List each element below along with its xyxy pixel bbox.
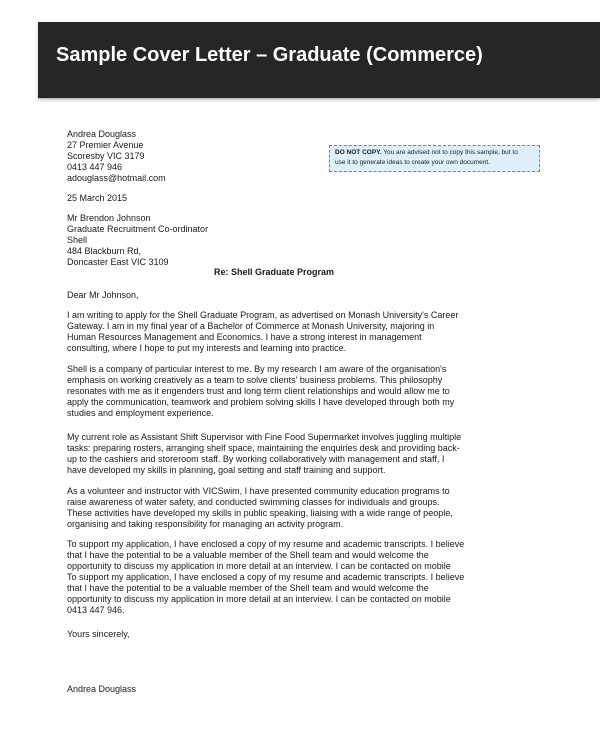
- paragraph-2: [67, 364, 454, 419]
- recipient-street: 484 Blackburn Rd,: [67, 246, 142, 256]
- paragraph-line: Human Resources Management and Economics. I have a strong interest in management: [67, 332, 422, 342]
- letter-subject: Re: Shell Graduate Program: [214, 267, 335, 277]
- paragraph-line: Shell is a company of particular interest to me. By my research I am aware of the organisation's: [67, 364, 447, 374]
- recipient-name: Mr Brendon Johnson: [67, 213, 151, 223]
- sender-email: adouglass@hotmail.com: [67, 173, 166, 183]
- recipient-title: Graduate Recruitment Co-ordinator: [67, 224, 209, 234]
- paragraph-line: These activities have developed my skills in public speaking, liaising with a wide range of people,: [67, 508, 453, 518]
- paragraph-line: have developed my skills in planning, goal setting and staff training and support.: [67, 465, 386, 475]
- paragraph-4: [67, 486, 453, 530]
- notice-text-line1: You are advised not to copy this sample, but to: [381, 149, 518, 156]
- sender-name: Andrea Douglass: [67, 129, 137, 139]
- paragraph-line: 0413 447 946.: [67, 605, 125, 615]
- paragraph-3: [67, 432, 461, 476]
- paragraph-line: raise awareness of water safety, and conducted swimming classes for individuals and groups.: [67, 497, 440, 507]
- paragraph-line: emphasis on working creatively as a team to solve clients' business problems. This philosophy: [67, 375, 443, 385]
- paragraph-line: My current role as Assistant Shift Supervisor with Fine Food Supermarket involves juggling multiple: [67, 432, 462, 442]
- signature: Andrea Douglass: [67, 684, 137, 694]
- recipient-company: Shell: [67, 235, 88, 245]
- paragraph-line: To support my application, I have enclosed a copy of my resume and academic transcripts. I believe: [67, 539, 465, 549]
- paragraph-line: Gateway. I am in my final year of a Bachelor of Commerce at Monash University, majoring in: [67, 321, 435, 331]
- paragraph-line: opportunity to discuss my application in more detail at an interview. I can be contacted on mobile: [67, 594, 451, 604]
- paragraph-line: studies and employment experience.: [67, 408, 214, 418]
- paragraph-line: consulting, where I hope to put my interests and learning into practice.: [67, 343, 347, 353]
- paragraph-line: apply the communication, teamwork and problem solving skills I have developed through both my: [67, 397, 455, 407]
- paragraph-line: To support my application, I have enclosed a copy of my resume and academic transcripts. I believe: [67, 572, 465, 582]
- paragraph-1: [67, 310, 458, 354]
- paragraph-line: that I have the potential to be a valuable member of the Shell team and would welcome the: [67, 583, 429, 593]
- do-not-copy-notice: [329, 145, 540, 172]
- salutation: Dear Mr Johnson,: [67, 290, 139, 300]
- paragraph-line: that I have the potential to be a valuable member of the Shell team and would welcome the: [67, 550, 429, 560]
- paragraph-line: resonates with me as it engenders trust and long term client relationships and would allow me to: [67, 386, 450, 396]
- sender-street: 27 Premier Avenue: [67, 140, 144, 150]
- letter-date: 25 March 2015: [67, 193, 128, 203]
- document-title: Sample Cover Letter – Graduate (Commerce): [56, 44, 483, 66]
- recipient-suburb: Doncaster East VIC 3109: [67, 257, 169, 267]
- sender-suburb: Scoresby VIC 3179: [67, 151, 145, 161]
- paragraph-line: I am writing to apply for the Shell Graduate Program, as advertised on Monash University's Career: [67, 310, 459, 320]
- paragraph-line: tasks: preparing rosters, arranging shelf space, maintaining the enquiries desk and providing back-: [67, 443, 460, 453]
- paragraph-line: As a volunteer and instructor with VICSwim, I have presented community education programs to: [67, 486, 450, 496]
- notice-text-line2: use it to generate ideas to create your own document.: [335, 159, 491, 166]
- paragraph-line: opportunity to discuss my application in more detail at an interview. I can be contacted on mobile: [67, 561, 451, 571]
- paragraph-line: up to the cashiers and storeroom staff. By working collaboratively with management and staff, I: [67, 454, 445, 464]
- document-title-bar: [38, 22, 600, 98]
- sender-phone: 0413 447 946: [67, 162, 123, 172]
- paragraph-5: [67, 539, 464, 616]
- notice-label: DO NOT COPY.: [335, 149, 382, 156]
- closing: Yours sincerely,: [67, 629, 130, 639]
- paragraph-line: organising and taking responsibility for managing an activity program.: [67, 519, 344, 529]
